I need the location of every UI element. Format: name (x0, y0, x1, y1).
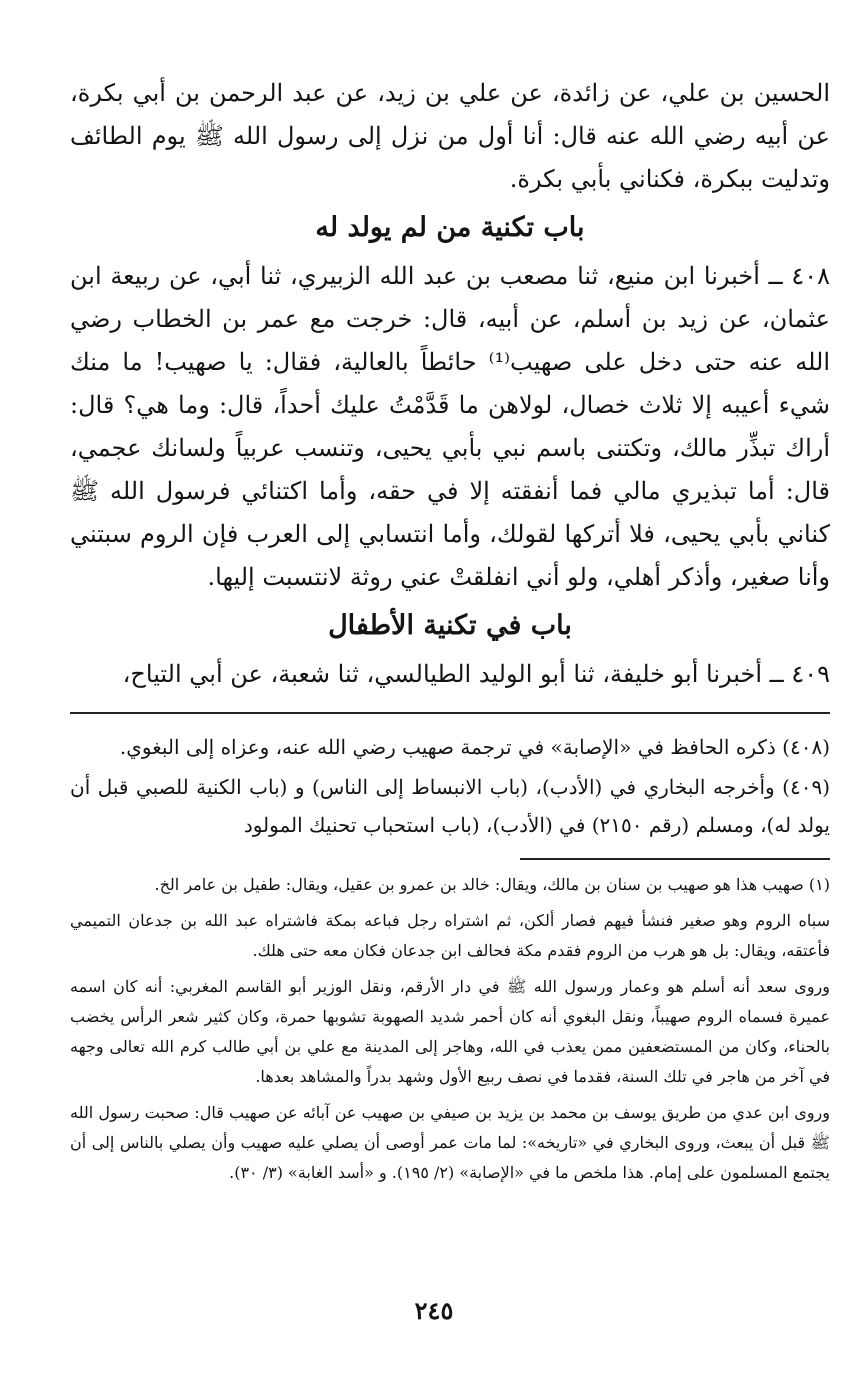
footnote-divider (520, 858, 830, 860)
footnote-paragraph: سباه الروم وهو صغير فنشأ فيهم فصار ألكن، ثم اشتراه رجل فباعه بمكة فاشتراه عبد الله بن جدعان التميمي فأعتقه، ويقال: بل هو هرب من الروم فقدم مكة فحالف ابن جدعان فكان معه حتى هلك. (70, 911, 831, 960)
note-409: (٤٠٩) وأخرجه البخاري في (الأدب)، (باب الانبساط إلى الناس) و (باب الكنية للصبي قبل أن يولد له)، ومسلم (رقم ٢١٥٠) في (الأدب)، (باب استحباب تحنيك المولود (70, 775, 830, 837)
main-divider (70, 712, 830, 714)
note-408: (٤٠٨) ذكره الحافظ في «الإصابة» في ترجمة صهيب رضي الله عنه، وعزاه إلى البغوي. (119, 735, 830, 759)
footnote-paragraph: وروى ابن عدي من طريق يوسف بن محمد بن يزيد بن صيفي بن صهيب عن آبائه عن صهيب قال: صحبت رسول الله ﷺ قبل أن يبعث، وروى البخاري في «تاريخه»: لما مات عمر أوصى أن يصلي عليه صهيب وأن يصلي بالناس إلى أن يجتمع المسلمون على إمام. هذا ملخص ما في «الإصابة» (٢/ ١٩٥). و «أسد الغابة» (٣/ ٣٠). (70, 1103, 831, 1182)
footnotes (70, 870, 830, 1188)
chapter-heading-2: باب في تكنية الأطفال (328, 610, 572, 641)
takhrij-notes (70, 728, 830, 844)
hadith-409: ٤٠٩ ــ أخبرنا أبو خليفة، ثنا أبو الوليد الطيالسي، ثنا شعبة، عن أبي التياح، (122, 660, 830, 688)
chapter-heading-1: باب تكنية من لم يولد له (315, 212, 585, 243)
paragraph-continuation: الحسين بن علي، عن زائدة، عن علي بن زيد، عن عبد الرحمن بن أبي بكرة، عن أبيه رضي الله عنه قال: أنا أول من نزل إلى رسول الله ﷺ يوم الطائف وتدليت ببكرة، فكناني بأبي بكرة. (70, 79, 830, 193)
footnote-paragraph: (١) صهيب هذا هو صهيب بن سنان بن مالك، ويقال: خالد بن عمرو بن عقيل، ويقال: طفيل بن عامر الخ. (154, 875, 830, 894)
book-page (70, 72, 830, 1194)
page-number: ٢٤٥ (414, 1296, 454, 1325)
footnote-paragraph: وروى سعد أنه أسلم هو وعمار ورسول الله ﷺ في دار الأرقم، ونقل الوزير أبو القاسم المغربي: أنه كان اسمه عميرة فسماه الروم صهيباً، ونقل البغوي أنه كان أحمر شديد الصهوبة تشوبها حمرة، وكان كثير شعر الرأس يخضب بالحناء، وكان من المستضعفين ممن يعذب في الله، وهاجر إلى المدينة مع علي بن أبي طالب كرم الله تعالى وجهه في آخر من هاجر في تلك السنة، فقدما في نصف ربيع الأول وشهد بدراً والمشاهد بعدها. (70, 977, 831, 1086)
hadith-408: ٤٠٨ ــ أخبرنا ابن منيع، ثنا مصعب بن عبد الله الزبيري، ثنا أبي، عن ربيعة ابن عثمان، عن زيد بن أسلم، عن أبيه، قال: خرجت مع عمر بن الخطاب رضي الله عنه حتى دخل على صهيب⁽¹⁾ حائطاً بالعالية، فقال: يا صهيب! ما منك شيء أعيبه إلا ثلاث خصال، لولاهن ما قَدَّمْتُ عليك أحداً، قال: وما هي؟ قال: أراك تبذِّر مالك، وتكتنى باسم نبي بأبي يحيى، وتنسب عربياً ولسانك عجمي، قال: أما تبذيري مالي فما أنفقته إلا في حقه، وأما اكتنائي فرسول الله ﷺ كناني بأبي يحيى، فلا أتركها لقولك، وأما انتسابي إلى العرب فإن الروم سبتني وأنا صغير، وأذكر أهلي، ولو أني انفلقتْ عني روثة لانتسبت إليها. (70, 262, 830, 591)
main-text (70, 72, 830, 696)
